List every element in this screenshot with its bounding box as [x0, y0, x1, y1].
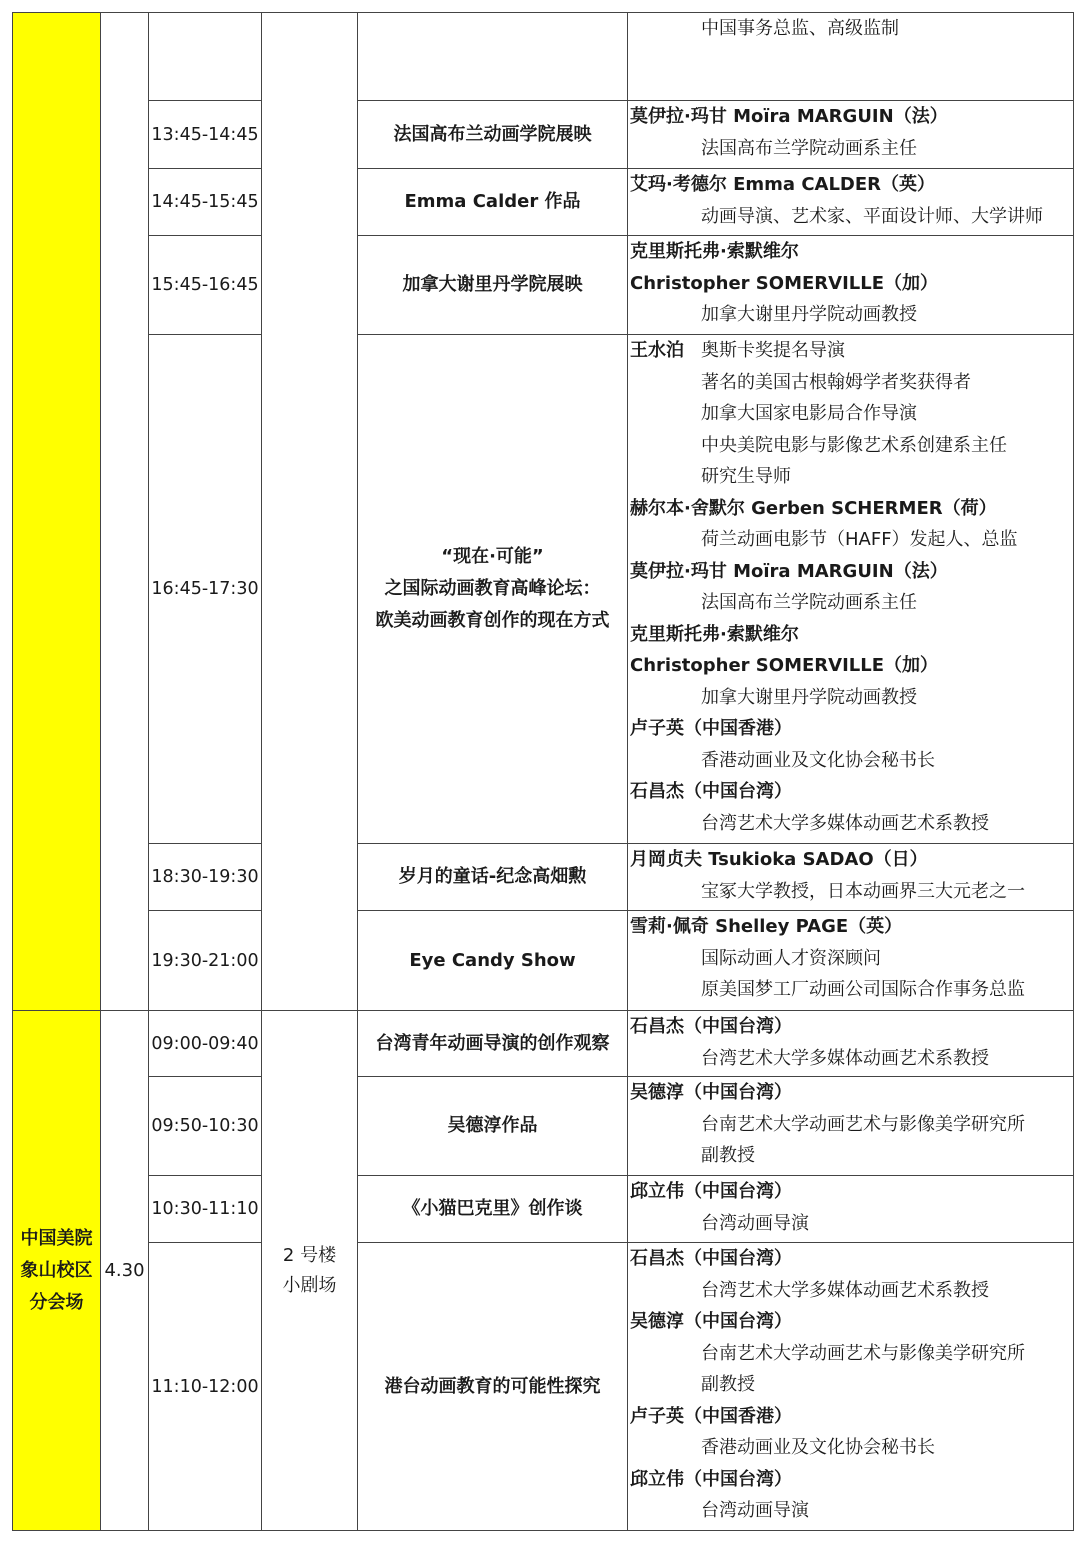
top-speaker-cell [627, 334, 1074, 844]
speaker-name: 克里斯托弗·索默维尔 [630, 623, 799, 645]
speaker-role: 副教授 [701, 1145, 755, 1166]
speaker-role: 香港动画业及文化协会秘书长 [701, 749, 935, 771]
speaker-role: 国际动画人才资深顾问 [701, 947, 881, 969]
bottom-speaker-cell [627, 1076, 1074, 1176]
speaker-role: 研究生导师 [701, 466, 791, 487]
venue-name: 中国美院 [20, 1227, 93, 1249]
speaker-name: 雪莉·佩奇 Shelley PAGE（英） [630, 916, 903, 937]
time-slot: 13:45-14:45 [151, 124, 259, 145]
speaker-name: 石昌杰（中国台湾） [630, 781, 792, 802]
speaker-name: Christopher SOMERVILLE（加） [630, 272, 939, 294]
session-title: Eye Candy Show [409, 949, 576, 971]
speaker-role: 荷兰动画电影节（HAFF）发起人、总监 [701, 529, 1018, 550]
top-speaker-cell [627, 910, 1074, 1011]
time-slot: 16:45-17:30 [151, 579, 259, 599]
time-slot: 18:30-19:30 [151, 867, 259, 887]
date-cell [100, 1010, 149, 1531]
room-cell-top [261, 12, 358, 1011]
session-title: “现在·可能” [441, 546, 544, 567]
speaker-name: 克里斯托弗·索默维尔 [630, 241, 799, 262]
bottom-title-cell [357, 1010, 628, 1077]
session-title: 欧美动画教育创作的现在方式 [375, 610, 610, 631]
speaker-role: 加拿大谢里丹学院动画教授 [701, 304, 917, 325]
venue-name: 象山校区 [20, 1259, 93, 1281]
speaker-role: 台湾艺术大学多媒体动画艺术系教授 [701, 812, 989, 834]
speaker-role: 中央美院电影与影像艺术系创建系主任 [701, 434, 1007, 456]
speaker-name: 卢子英（中国香港） [630, 1405, 792, 1427]
speaker-name: 石昌杰（中国台湾） [630, 1016, 792, 1037]
bottom-speaker-cell [627, 1175, 1074, 1243]
speaker-role: 著名的美国古根翰姆学者奖获得者 [701, 371, 971, 393]
top-speaker-cell [627, 843, 1074, 911]
speaker-name: Christopher SOMERVILLE（加） [630, 655, 939, 676]
top-time-cell [148, 12, 262, 101]
speaker-role: 原美国梦工厂动画公司国际合作事务总监 [701, 979, 1025, 1000]
time-slot: 09:00-09:40 [151, 1033, 259, 1054]
top-title-cell [357, 100, 628, 169]
date-cell-top [100, 12, 149, 1011]
top-time-cell [148, 910, 262, 1011]
bottom-time-cell [148, 1242, 262, 1531]
venue-cell-top [12, 12, 101, 1011]
top-time-cell [148, 168, 262, 236]
speaker-name: 邱立伟（中国台湾） [630, 1181, 792, 1202]
bottom-title-cell [357, 1076, 628, 1176]
speaker-name: 王水泊 [630, 340, 684, 361]
top-speaker-cell [627, 100, 1074, 169]
speaker-name: 莫伊拉·玛甘 Moïra MARGUIN（法） [630, 106, 948, 127]
speaker-role: 台湾艺术大学多媒体动画艺术系教授 [701, 1279, 989, 1301]
time-slot: 14:45-15:45 [151, 192, 259, 212]
session-title: 吴德淳作品 [447, 1115, 538, 1136]
top-speaker-cell [627, 235, 1074, 335]
session-title: 之国际动画教育高峰论坛： [384, 578, 601, 599]
top-speaker-cell [627, 168, 1074, 236]
speaker-role: 动画导演、艺术家、平面设计师、大学讲师 [701, 205, 1043, 227]
time-slot: 19:30-21:00 [151, 950, 259, 971]
room-name: 小剧场 [282, 1274, 337, 1296]
session-title: 加拿大谢里丹学院展映 [402, 274, 583, 295]
speaker-role: 台南艺术大学动画艺术与影像美学研究所 [701, 1113, 1025, 1135]
time-slot: 10:30-11:10 [151, 1199, 259, 1219]
bottom-speaker-cell [627, 1242, 1074, 1531]
speaker-role: 香港动画业及文化协会秘书长 [701, 1437, 935, 1458]
speaker-role: 法国高布兰学院动画系主任 [701, 592, 917, 613]
room-cell [261, 1010, 358, 1531]
speaker-role: 台湾动画导演 [701, 1212, 809, 1234]
session-title: 法国高布兰动画学院展映 [393, 123, 592, 145]
time-slot: 09:50-10:30 [151, 1116, 259, 1136]
session-title: 《小猫巴克里》创作谈 [402, 1198, 583, 1219]
speaker-name: 吴德淳（中国台湾） [630, 1311, 792, 1332]
speaker-name: 吴德淳（中国台湾） [630, 1082, 792, 1103]
speaker-name: 月岡贞夫 Tsukioka SADAO（日） [630, 849, 928, 870]
top-time-cell [148, 100, 262, 169]
session-title: 岁月的童话-纪念高畑勲 [398, 866, 587, 887]
speaker-name: 邱立伟（中国台湾） [630, 1468, 792, 1490]
speaker-name: 艾玛·考德尔 Emma CALDER（英） [630, 174, 936, 195]
time-slot: 15:45-16:45 [151, 275, 259, 295]
bottom-time-cell [148, 1076, 262, 1176]
session-title: Emma Calder 作品 [404, 191, 581, 212]
venue-name: 分会场 [29, 1291, 84, 1313]
speaker-name: 卢子英（中国香港） [630, 718, 792, 739]
bottom-title-cell [357, 1242, 628, 1531]
session-title: 台湾青年动画导演的创作观察 [375, 1032, 610, 1054]
top-title-cell [357, 12, 628, 101]
time-slot: 11:10-12:00 [151, 1376, 259, 1397]
top-time-cell [148, 843, 262, 911]
venue-cell [12, 1010, 101, 1531]
top-speaker-cell [627, 12, 1074, 101]
bottom-title-cell [357, 1175, 628, 1243]
speaker-role: 加拿大谢里丹学院动画教授 [701, 686, 917, 708]
speaker-role: 宝冢大学教授，日本动画界三大元老之一 [701, 880, 1025, 902]
session-date: 4.30 [104, 1260, 145, 1281]
speaker-role: 台湾动画导演 [701, 1500, 809, 1521]
top-title-cell [357, 235, 628, 335]
speaker-role: 台湾艺术大学多媒体动画艺术系教授 [701, 1047, 989, 1069]
top-title-cell [357, 334, 628, 844]
speaker-role: 奥斯卡奖提名导演 [701, 340, 845, 361]
bottom-time-cell [148, 1010, 262, 1077]
speaker-name: 莫伊拉·玛甘 Moïra MARGUIN（法） [630, 560, 948, 582]
speaker-role: 法国高布兰学院动画系主任 [701, 137, 917, 159]
speaker-name: 赫尔本·舍默尔 Gerben SCHERMER（荷） [630, 497, 997, 519]
bottom-time-cell [148, 1175, 262, 1243]
top-time-cell [148, 235, 262, 335]
top-time-cell [148, 334, 262, 844]
speaker-role: 副教授 [701, 1374, 755, 1395]
speaker-line [630, 335, 1073, 367]
bottom-speaker-cell [627, 1010, 1074, 1077]
speaker-name: 石昌杰（中国台湾） [630, 1248, 792, 1269]
top-title-cell [357, 910, 628, 1011]
session-title: 港台动画教育的可能性探究 [384, 1375, 601, 1397]
top-title-cell [357, 843, 628, 911]
room-name: 2 号楼 [282, 1244, 337, 1266]
speaker-role: 加拿大国家电影局合作导演 [701, 403, 917, 424]
speaker-role: 台南艺术大学动画艺术与影像美学研究所 [701, 1342, 1025, 1364]
speaker-role: 中国事务总监、高级监制 [701, 18, 899, 39]
top-title-cell [357, 168, 628, 236]
